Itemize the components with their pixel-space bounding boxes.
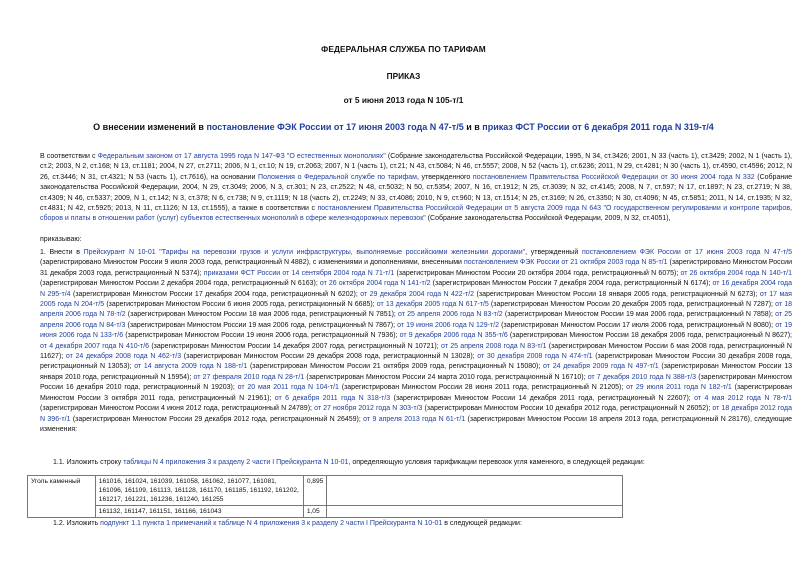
link-amendment[interactable]: от 9 апреля 2013 года N 61-т/1	[363, 415, 466, 423]
item-text: (зарегистрирован Минюстом России 20 октября 2004 года, регистрационный N 6075);	[394, 269, 681, 277]
link-amendment[interactable]: от 29 декабря 2004 года N 422-т/2	[360, 290, 475, 298]
link-fst-regulation[interactable]: Положения о Федеральной службе по тарифам	[258, 173, 417, 181]
item-text: (зарегистрирован Минюстом России 17 декабря 2004 года, регистрационный N 6202);	[70, 290, 361, 298]
link-government-resolution-332[interactable]: постановлением Правительства Российской Федерации от 30 июня 2004 года N 332	[472, 173, 755, 181]
item-text: (зарегистрирован Минюстом России 20 декабря 2005 года, регистрационный N 7287);	[488, 301, 776, 309]
link-federal-law[interactable]: Федеральным законом от 17 августа 1995 года N 147-ФЗ "О естественных монополиях"	[97, 153, 386, 160]
item-text: (зарегистрирован Минюстом России 6 июня 2005 года, регистрационный N 6685);	[104, 301, 377, 309]
link-amendment[interactable]: от 4 декабря 2007 года N 410-т/6	[40, 342, 150, 350]
preamble-text: (Собрание законодательства Российской Федерации, 1995, N 34, ст.3426; 2001, N 33 (часть 1), ст.3429; 2002, N 1 (часть 1), ст.2; 2003, N 2, ст.168; N 13, ст.1181; 2004, N 27, ст.2711; 2006, N 1, ст.10; N 19, ст.2063; 2007, N 1 (часть 1), ст.21; N 43, ст.5084; N 46, ст.5557; 2008, N 52 (часть 1), ст.6236; 2011, N 29, ст.4281; N 30 (часть 1), ст.4590, ст.4596; 2012, N 26, ст.3446; N 31, ст.4321; N 53 (часть 1), ст.7616), на основании	[40, 153, 793, 181]
item-text: 1.2. Изложить	[53, 520, 101, 527]
table-row	[28, 506, 623, 518]
item-text: (зарегистрирован Минюстом России 28 июня 2011 года, регистрационный N 21205);	[338, 384, 627, 392]
link-amendment[interactable]: от 18 апреля 2006 года N 78-т/2	[40, 301, 792, 319]
link-amendment[interactable]: от 18 декабря 2012 года N 396-т/1	[40, 405, 792, 423]
item-text: (зарегистрирован Минюстом России 17 июля 2006 года, регистрационный N 8080);	[499, 321, 776, 329]
doc-date-number: от 5 июня 2013 года N 105-т/1	[343, 95, 464, 105]
title-mid: и в	[463, 122, 483, 132]
item-text: (зарегистрирован Минюстом России 18 апреля 2013 года, регистрационный N 28176), следующие изменения:	[40, 415, 792, 433]
preamble-text: (Собрание законодательства Российской Федерации, 2004, N 29, ст.3049; 2006, N 3, ст.301; N 23, ст.2522; N 48, ст.5032; N 50, ст.5354; 2007, N 16, ст.1912; N 25, ст.3039; N 32, ст.4145; 2008, N 7, ст.597; N 17, ст.1897; N 23, ст.2719; N 38, ст.4309; N 46, ст.5337; 2009, N 1, ст.142; N 3, ст.378; N 6, ст.738; N 9, ст.1119; N 18 (часть 2), ст.2249; N 33, ст.4086; 2010, N 9, ст.960; N 13, ст.1514; N 25, ст.3169; N 26, ст.3350; N 30, ст.4096; N 45, ст.5851; 2011, N 14, ст.1935; N 32, ст.4831; N 42, ст.5925; 2013, N 11, ст.1126; N 13, ст.1555), а также в соответствии с	[40, 173, 793, 213]
link-table-4[interactable]: таблицы N 4 приложения 3 к разделу 2 части I Прейскуранта N 10-01	[123, 459, 349, 466]
link-amendment[interactable]: приказами ФСТ России от 14 сентября 2004 года N 71-т/1	[203, 269, 395, 277]
item-text: (зарегистрирован Минюстом России 14 декабря 2011 года, регистрационный N 22607);	[390, 394, 695, 402]
item-text: (зарегистрирован Минюстом России 18 декабря 2006 года, регистрационный N 8627);	[507, 332, 793, 340]
item-1-paragraph	[27, 248, 792, 435]
link-amendment[interactable]: от 26 октября 2004 года N 140-т/1	[680, 269, 792, 277]
item-text: 1.1. Изложить строку	[53, 459, 124, 466]
link-price-list[interactable]: Прейскурант N 10-01 "Тарифы на перевозки грузов и услуги инфраструктуры, выполняемые российскими железными дорогами"	[83, 249, 526, 256]
link-amendment[interactable]: от 24 декабря 2009 года N 497-т/1	[543, 363, 659, 371]
link-government-resolution-643[interactable]: постановлением Правительства Российской Федерации от 5 августа 2009 года N 643 "О государственном регулировании и контроле тарифов, сборов и платы в отношении работ (услуг) субъектов естественных монополий в сфере железнодорожных перевозок"	[40, 205, 792, 223]
link-amendment[interactable]: от 30 декабря 2008 года N 474-т/1	[477, 353, 593, 361]
item-text: (зарегистрирован Минюстом России 29 декабря 2012 года, регистрационный N 26459);	[70, 415, 364, 423]
item-text: (зарегистрирован Минюстом России 6 мая 2008 года, регистрационный N 11627);	[40, 342, 792, 361]
link-amendment[interactable]: от 6 декабря 2011 года N 318-т/3	[274, 394, 391, 402]
link-amendment[interactable]: от 27 февраля 2010 года N 28-т/1	[193, 373, 305, 381]
preamble-text: , утвержденного	[416, 173, 473, 181]
item-text: (зарегистрирован Минюстом России 18 января 2005 года, регистрационный N 6273);	[474, 290, 760, 298]
item-text: (зарегистрировано Минюстом России 9 июля 2003 года, регистрационный N 4882), с изменениями и дополнениями, внесенными	[40, 259, 464, 267]
link-amendment[interactable]: от 13 декабря 2005 года N 617-т/5	[376, 301, 489, 309]
title-link-fst-order[interactable]: приказ ФСТ России от 6 декабря 2011 года N 319-т/4	[482, 122, 714, 132]
cargo-name-cell: Уголь каменный	[28, 476, 96, 518]
item-text: (зарегистрирован Минюстом России 13 января 2010 года, регистрационный N 15954);	[40, 363, 793, 381]
link-amendment[interactable]: от 19 июня 2006 года N 133-т/6	[40, 321, 793, 340]
link-amendment[interactable]: от 4 мая 2012 года N 78-т/1	[694, 394, 792, 402]
link-amendment[interactable]: от 26 октября 2004 года N 141-т/2	[319, 280, 431, 288]
item-text: (зарегистрирован Минюстом России 4 июня 2012 года, регистрационный N 24789);	[40, 405, 315, 413]
item-text: (зарегистрирован Минюстом России 18 мая 2006 года, регистрационный N 7851);	[125, 311, 399, 319]
link-amendment[interactable]: от 25 апреля 2006 года N 83-т/2	[398, 311, 503, 319]
item-text: (зарегистрирован Минюстом России 19 мая 2006 года, регистрационный N 7867);	[125, 321, 398, 329]
empty-cell	[327, 476, 623, 506]
link-amendment[interactable]: от 20 мая 2011 года N 104-т/1	[237, 384, 339, 392]
item-text: , определяющую условия тарификации перевозок угля каменного, в следующей редакции:	[348, 459, 645, 466]
title-prefix: О внесении изменений в	[93, 122, 207, 132]
item-text: (зарегистрировано Минюстом России 31 декабря 2003 года, регистрационный N 5374);	[40, 259, 792, 277]
link-amendment[interactable]: от 25 апреля 2008 года N 83-т/1	[441, 342, 547, 350]
item-text: в следующей редакции:	[442, 520, 522, 527]
link-amendment[interactable]: от 25 апреля 2006 года N 84-т/3	[40, 311, 792, 329]
link-amendment[interactable]: от 14 августа 2009 года N 188-т/1	[134, 363, 248, 371]
table-row	[28, 476, 623, 506]
preamble-text: (Собрание законодательства Российской Федерации, 2009, N 32, ст.4051),	[425, 215, 671, 223]
item-text: , утвержденный	[525, 249, 582, 256]
link-amendment[interactable]: от 9 декабря 2006 года N 355-т/6	[399, 332, 508, 340]
item-text: (зарегистрирован Минюстом России 14 декабря 2007 года, регистрационный N 10721);	[149, 342, 441, 350]
link-amendment[interactable]: от 19 июня 2006 года N 129-т/2	[397, 321, 500, 329]
cargo-codes-cell: 161132, 161147, 161151, 161166, 161043	[95, 506, 303, 518]
preamble-paragraph	[27, 152, 792, 225]
link-amendment[interactable]: постановлением ФЭК России от 21 октября 2003 года N 85-т/1	[463, 259, 668, 267]
link-amendment[interactable]: постановлением ФЭК России от 17 июня 2003 года N 47-т/5	[581, 249, 792, 256]
preamble-text: В соответствии с	[40, 153, 98, 160]
item-text: (зарегистрирован Минюстом России 30 декабря 2008 года, регистрационный N 13053);	[40, 353, 792, 371]
link-amendment[interactable]: от 27 ноября 2012 года N 303-т/3	[314, 405, 423, 413]
empty-cell	[327, 506, 623, 518]
link-amendment[interactable]: от 29 июля 2011 года N 182-т/1	[626, 384, 732, 392]
title-link-fek-resolution[interactable]: постановление ФЭК России от 17 июня 2003 года N 47-т/5	[206, 122, 464, 132]
link-amendment[interactable]: от 17 мая 2005 года N 204-т/5	[40, 290, 792, 309]
item-text: (зарегистрирован Минюстом России 19 июня 2006 года, регистрационный N 7936);	[123, 332, 400, 340]
agency-heading: ФЕДЕРАЛЬНАЯ СЛУЖБА ПО ТАРИФАМ	[321, 44, 486, 54]
item-1-2-paragraph	[53, 519, 805, 529]
doc-type-heading: ПРИКАЗ	[386, 71, 421, 81]
item-text: (зарегистрирован Минюстом России 24 марта 2010 года, регистрационный N 16710);	[304, 373, 588, 381]
tariff-table	[27, 475, 623, 518]
item-text: 1. Внести в	[40, 249, 84, 256]
link-amendment[interactable]: от 7 декабря 2010 года N 388-т/3	[587, 373, 697, 381]
link-amendment[interactable]: от 24 декабря 2008 года N 462-т/3	[65, 353, 182, 361]
link-subclause-1-1[interactable]: подпункт 1.1 пункта 1 примечаний к таблице N 4 приложения 3 к разделу 2 части I Прейскуранта N 10-01	[100, 520, 443, 527]
item-text: (зарегистрирован Минюстом России 19 мая 2006 года, регистрационный N 7858);	[502, 311, 776, 319]
item-1-1-paragraph	[53, 458, 805, 468]
item-text: (зарегистрирован Минюстом России 10 декабря 2012 года, регистрационный N 26052);	[422, 405, 713, 413]
item-text: (зарегистрирован Минюстом России 3 октября 2011 года, регистрационный N 21961);	[40, 384, 793, 402]
coefficient-cell: 0,895	[303, 476, 327, 506]
cargo-codes-cell: 161016, 161024, 161039, 161058, 161062, 161077, 161081, 161096, 161109, 161113, 161128, 161170, 161185, 161192, 161202, 161217, 161221, 161236, 161240, 161255	[95, 476, 303, 506]
item-text: (зарегистрирован Минюстом России 21 октября 2009 года, регистрационный N 15080);	[247, 363, 544, 371]
doc-title	[0, 122, 807, 132]
item-text: (зарегистрирован Минюстом России 29 декабря 2008 года, регистрационный N 13028);	[181, 353, 478, 361]
order-word: приказываю:	[40, 236, 82, 243]
item-text: (зарегистрирован Минюстом России 16 декабря 2010 года, регистрационный N 19203);	[40, 373, 792, 392]
link-amendment[interactable]: от 16 декабря 2004 года N 295-т/4	[40, 280, 792, 298]
item-text: (зарегистрирован Минюстом России 7 декабря 2004 года, регистрационный N 6174);	[430, 280, 713, 288]
item-text: (зарегистрирован Минюстом России 2 декабря 2004 года, регистрационный N 6163);	[40, 280, 320, 288]
coefficient-cell: 1,05	[303, 506, 327, 518]
